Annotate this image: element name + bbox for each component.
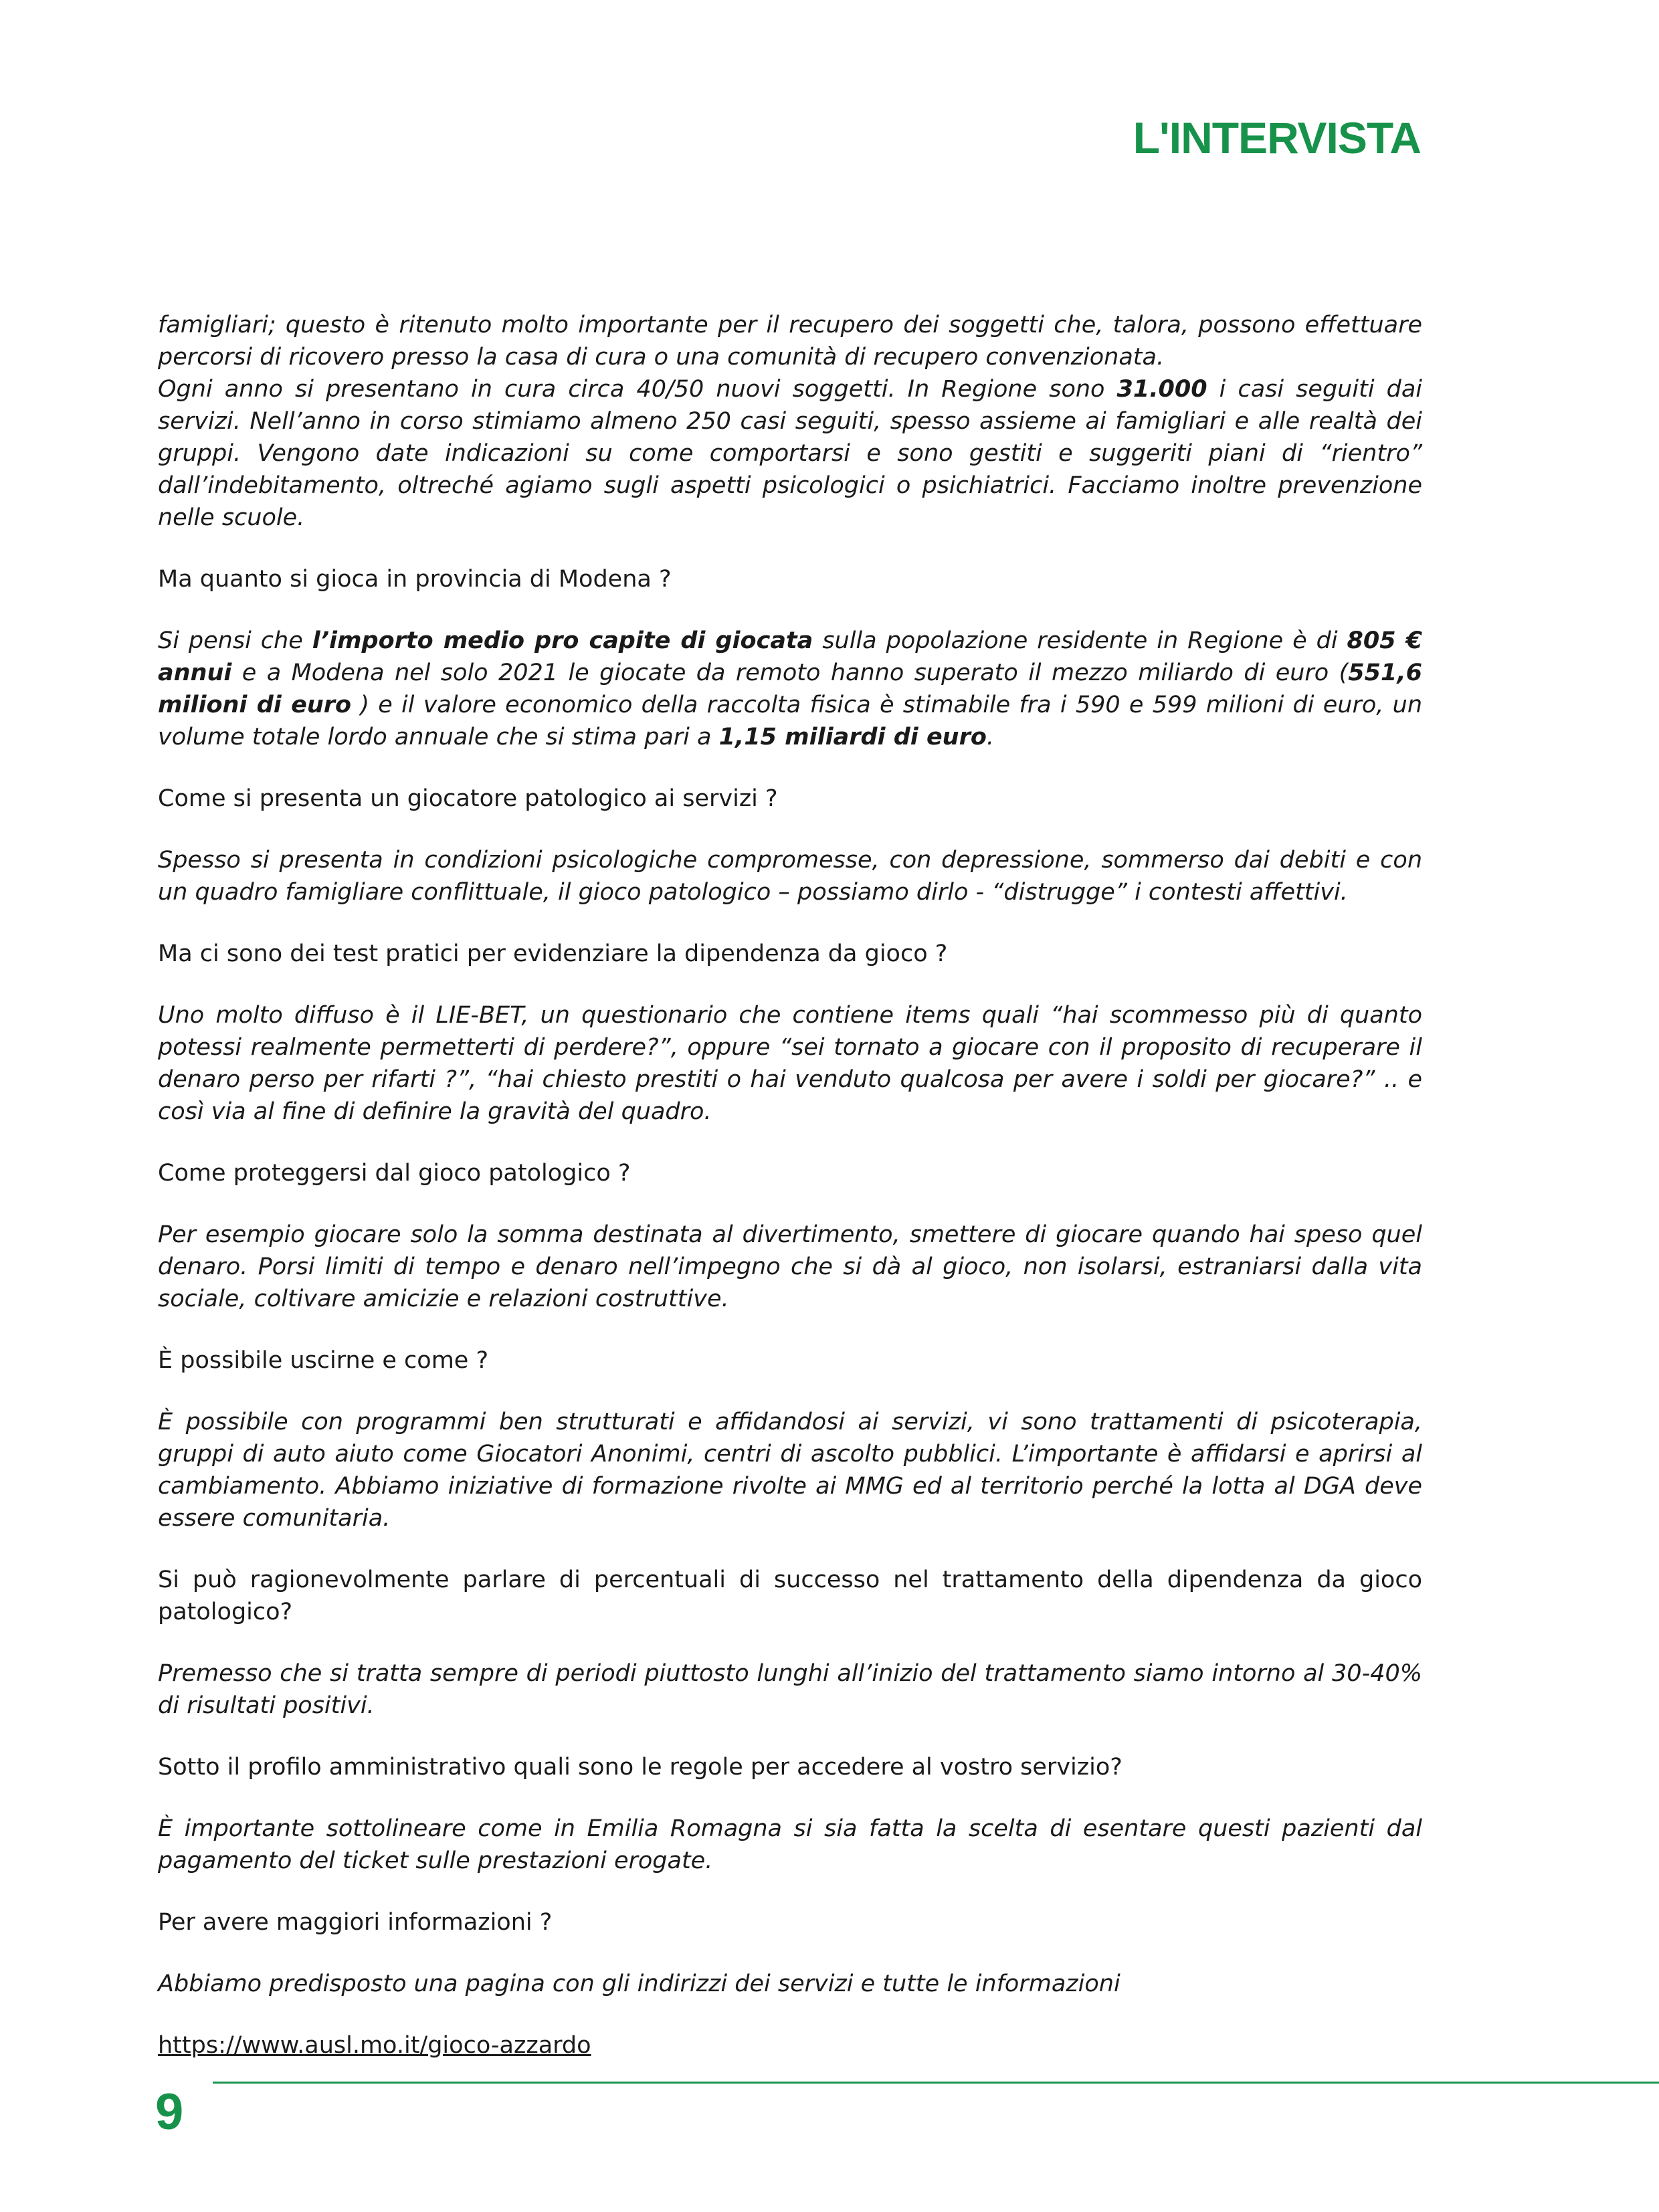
answer-1: Si pensi che l’importo medio pro capite di giocata sulla popolazione residente in Regione è di 805 € annui e a Modena nel solo 2021 le giocate da remoto hanno superato il mezzo miliardo di euro (551,6 milioni di euro ) e il valore economico della raccolta fisica è stimabile fra i 590 e 599 milioni di euro, un volume totale lordo annuale che si stima pari a 1,15 miliardi di euro. xyxy=(158,627,1422,750)
question-8: Per avere maggiori informazioni ? xyxy=(158,1909,553,1936)
question-2: Come si presenta un giocatore patologico ai servizi ? xyxy=(158,785,778,812)
intro-paragraph-1: famigliari; questo è ritenuto molto importante per il recupero dei soggetti che, talora, possono effettuare percorsi di ricovero presso la casa di cura o una comunità di recupero convenzionata. xyxy=(158,312,1422,371)
section-title: L'INTERVISTA xyxy=(1133,113,1421,163)
answer-3: Uno molto diffuso è il LIE-BET, un questionario che contiene items quali “hai scommesso più di quanto potessi realmente permetterti di perdere?”, oppure “sei tornato a giocare con il proposito di recuperare il denaro perso per rifarti ?”, “hai chiesto prestiti o hai venduto qualcosa per avere i soldi per giocare?” .. e così via al fine di definire la gravità del quadro. xyxy=(158,1002,1422,1125)
article-body xyxy=(158,309,1422,2091)
answer-7: È importante sottolineare come in Emilia Romagna si sia fatta la scelta di esentare questi pazienti dal pagamento del ticket sulle prestazioni erogate. xyxy=(158,1815,1422,1874)
question-5: È possibile uscirne e come ? xyxy=(158,1347,489,1374)
answer-5: È possibile con programmi ben strutturati e affidandosi ai servizi, vi sono trattamenti di psicoterapia, gruppi di auto aiuto come Giocatori Anonimi, centri di ascolto pubblici. L’importante è affidarsi e aprirsi al cambiamento. Abbiamo iniziative di formazione rivolte ai MMG ed al territorio perché la lotta al DGA deve essere comunitaria. xyxy=(158,1409,1422,1532)
info-link[interactable]: https://www.ausl.mo.it/gioco-azzardo xyxy=(158,2032,591,2059)
question-4: Come proteggersi dal gioco patologico ? xyxy=(158,1160,631,1187)
intro-paragraph-2: Ogni anno si presentano in cura circa 40/50 nuovi soggetti. In Regione sono 31.000 i casi seguiti dai servizi. Nell’anno in corso stimiamo almeno 250 casi seguiti, spesso assieme ai famigliari e alle realtà dei gruppi. Vengono date indicazioni su come comportarsi e sono gestiti e suggeriti piani di “rientro” dall’indebitamento, oltreché agiamo sugli aspetti psicologici o psichiatrici. Facciamo inoltre prevenzione nelle scuole. xyxy=(158,376,1422,531)
question-3: Ma ci sono dei test pratici per evidenziare la dipendenza da gioco ? xyxy=(158,940,948,967)
answer-8: Abbiamo predisposto una pagina con gli indirizzi dei servizi e tutte le informazioni xyxy=(158,1971,1120,1997)
page-number: 9 xyxy=(155,2084,184,2140)
answer-2: Spesso si presenta in condizioni psicologiche compromesse, con depressione, sommerso dai debiti e con un quadro famigliare conflittuale, il gioco patologico – possiamo dirlo - “distrugge” i contesti affettivi. xyxy=(158,847,1422,906)
question-6: Si può ragionevolmente parlare di percentuali di successo nel trattamento della dipendenza da gioco patologico? xyxy=(158,1567,1422,1625)
answer-6: Premesso che si tratta sempre di periodi piuttosto lunghi all’inizio del trattamento siamo intorno al 30-40% di risultati positivi. xyxy=(158,1660,1422,1719)
question-1: Ma quanto si gioca in provincia di Modena ? xyxy=(158,566,672,593)
question-7: Sotto il profilo amministrativo quali sono le regole per accedere al vostro servizio? xyxy=(158,1754,1123,1781)
footer-divider xyxy=(213,2082,1659,2084)
answer-4: Per esempio giocare solo la somma destinata al divertimento, smettere di giocare quando hai speso quel denaro. Porsi limiti di tempo e denaro nell’impegno che si dà al gioco, non isolarsi, estraniarsi dalla vita sociale, coltivare amicizie e relazioni costruttive. xyxy=(158,1221,1422,1312)
